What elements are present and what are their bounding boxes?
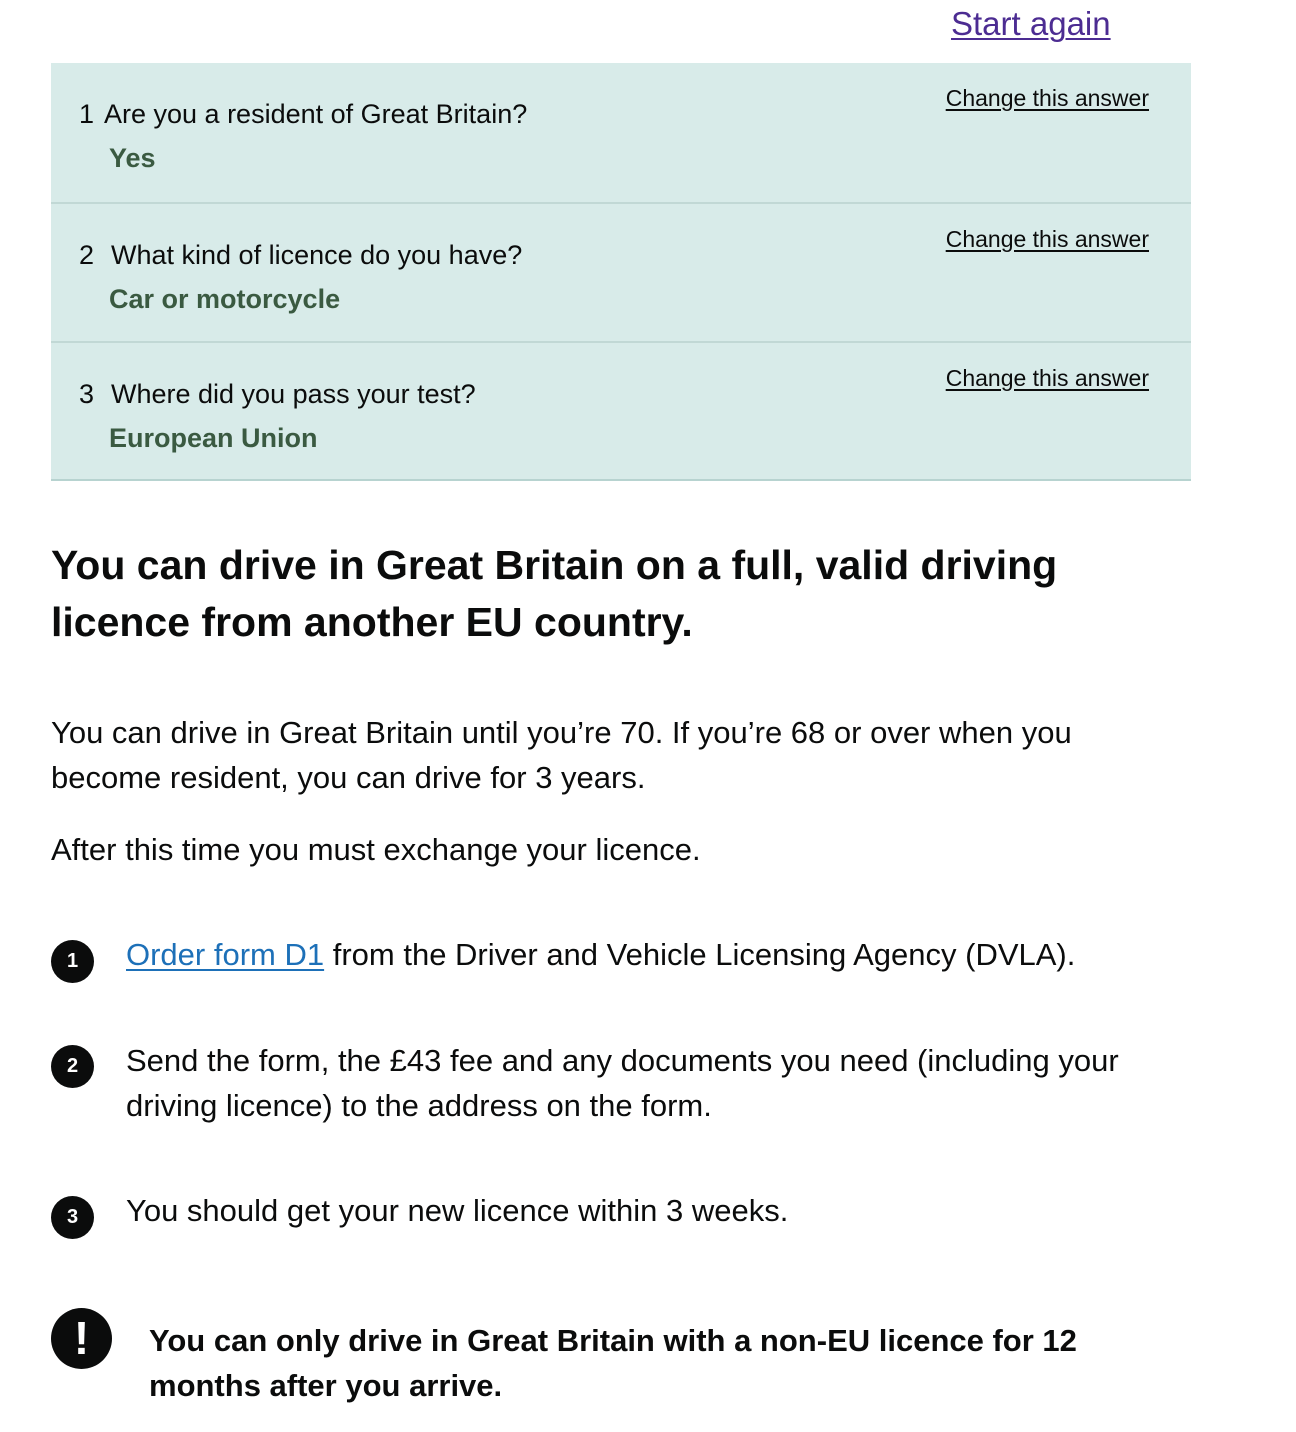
question-number: 1 bbox=[79, 99, 95, 129]
change-answer-link[interactable]: Change this answer bbox=[945, 85, 1149, 111]
warning-text: You can only drive in Great Britain with a non-EU licence for 12 months after you arrive. bbox=[149, 1323, 1077, 1403]
start-again-link[interactable]: Start again bbox=[951, 5, 1111, 42]
result-paragraph: You can drive in Great Britain until you’re 70. If you’re 68 or over when you become resident, you can drive for 3 years. bbox=[51, 715, 1072, 795]
step-number-badge: 3 bbox=[51, 1196, 94, 1239]
step-text: Send the form, the £43 fee and any documents you need (including your driving licence) to the address on the form. bbox=[126, 1043, 1119, 1123]
question bbox=[79, 97, 527, 131]
step-text: You should get your new licence within 3 weeks. bbox=[126, 1193, 789, 1228]
previous-answers bbox=[51, 63, 1191, 481]
step-text bbox=[126, 932, 1206, 977]
order-form-d1-link[interactable]: Order form D1 bbox=[126, 937, 325, 972]
answer-value: Car or motorcycle bbox=[109, 284, 341, 314]
answer-row bbox=[51, 341, 1191, 480]
change-answer-link[interactable]: Change this answer bbox=[945, 365, 1149, 391]
question bbox=[79, 377, 476, 411]
question-text: What kind of licence do you have? bbox=[111, 240, 523, 270]
question-text: Are you a resident of Great Britain? bbox=[104, 99, 528, 129]
answer-row bbox=[51, 202, 1191, 341]
question bbox=[79, 238, 522, 272]
question-number: 3 bbox=[79, 379, 95, 409]
result-paragraph: After this time you must exchange your licence. bbox=[51, 832, 701, 867]
exclamation-icon: ! bbox=[51, 1308, 112, 1369]
answer-value: Yes bbox=[109, 143, 156, 173]
question-number: 2 bbox=[79, 240, 95, 270]
step-text-rest: from the Driver and Vehicle Licensing Agency (DVLA). bbox=[324, 937, 1076, 972]
step-number-badge: 2 bbox=[51, 1045, 94, 1088]
answer-value: European Union bbox=[109, 423, 318, 453]
question-text: Where did you pass your test? bbox=[111, 379, 476, 409]
step-number-badge: 1 bbox=[51, 940, 94, 983]
change-answer-link[interactable]: Change this answer bbox=[945, 226, 1149, 252]
answer-row bbox=[51, 63, 1191, 202]
result-heading: You can drive in Great Britain on a full, valid driving licence from another EU country. bbox=[51, 542, 1058, 645]
